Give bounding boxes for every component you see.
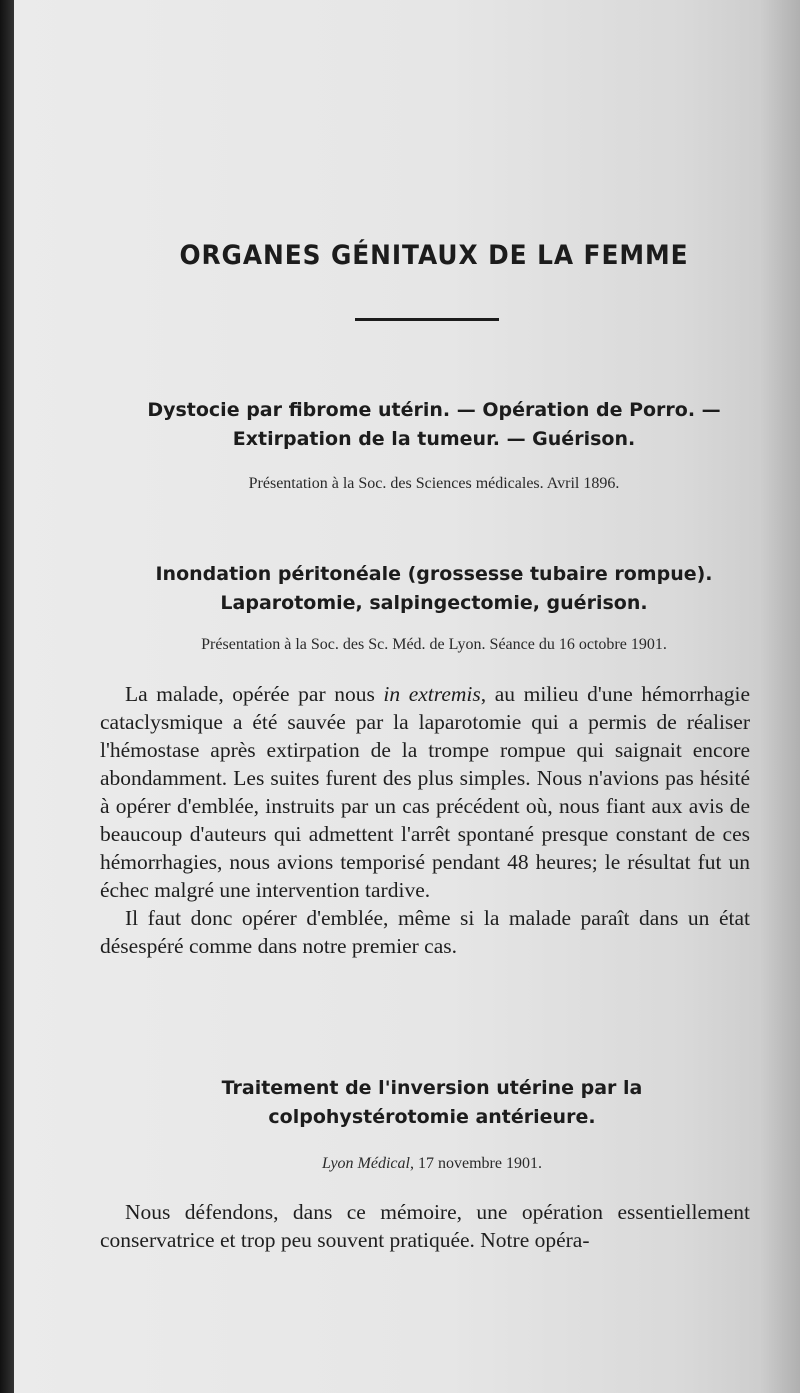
source-date: , 17 novembre 1901. [409, 1155, 542, 1172]
page-title: ORGANES GÉNITAUX DE LA FEMME [179, 240, 689, 271]
page-shadow [760, 0, 800, 1393]
para-text: La malade, opérée par nous [125, 682, 384, 706]
title-rule [355, 318, 499, 321]
source-journal: Lyon Médical [322, 1155, 410, 1172]
para-text: , au milieu d'une hémorrhagie cataclysmique a été sauvée par la laparotomie qui a permis de réaliser l'hémostase après extirpation de la trompe rompue qui saignait encore abondamment. Les suites furent des plus simples. Nous n'avions pas hésité à opérer d'emblée, instruits par un cas précédent où, nous fiant aux avis de beaucoup d'auteurs qui admettent l'arrêt spontané presque constant de ces hémorrhagies, nous avions temporisé pendant 48 heures; le résultat fut un échec malgré une intervention tardive. [100, 682, 751, 902]
section-1-heading: Dystocie par fibrome utérin. — Opération de Porro. — Extirpation de la tumeur. — Guérison. [147, 399, 721, 450]
page-binding-edge [0, 0, 14, 1393]
section-2-heading: Inondation péritonéale (grossesse tubaire rompue). Laparotomie, salpingectomie, guérison. [155, 563, 713, 614]
document-page [14, 0, 800, 1393]
section-3-paragraph-1: Nous défendons, dans ce mémoire, une opération essentiellement conservatrice et trop peu souvent pratiquée. Notre opéra- [100, 1200, 750, 1252]
section-3-heading: Traitement de l'inversion utérine par la colpohystérotomie antérieure. [221, 1077, 643, 1128]
section-2-paragraph-1 [100, 680, 750, 904]
section-2-paragraph-2: Il faut donc opérer d'emblée, même si la malade paraît dans un état désespéré comme dans notre premier cas. [100, 906, 750, 958]
section-1-source: Présentation à la Soc. des Sciences médicales. Avril 1896. [248, 475, 620, 492]
para-italic-text: in extremis [383, 682, 481, 706]
section-2-source: Présentation à la Soc. des Sc. Méd. de Lyon. Séance du 16 octobre 1901. [201, 636, 667, 653]
section-2-body [100, 680, 750, 960]
section-3-body [100, 1198, 750, 1254]
section-3-source [162, 1155, 702, 1173]
